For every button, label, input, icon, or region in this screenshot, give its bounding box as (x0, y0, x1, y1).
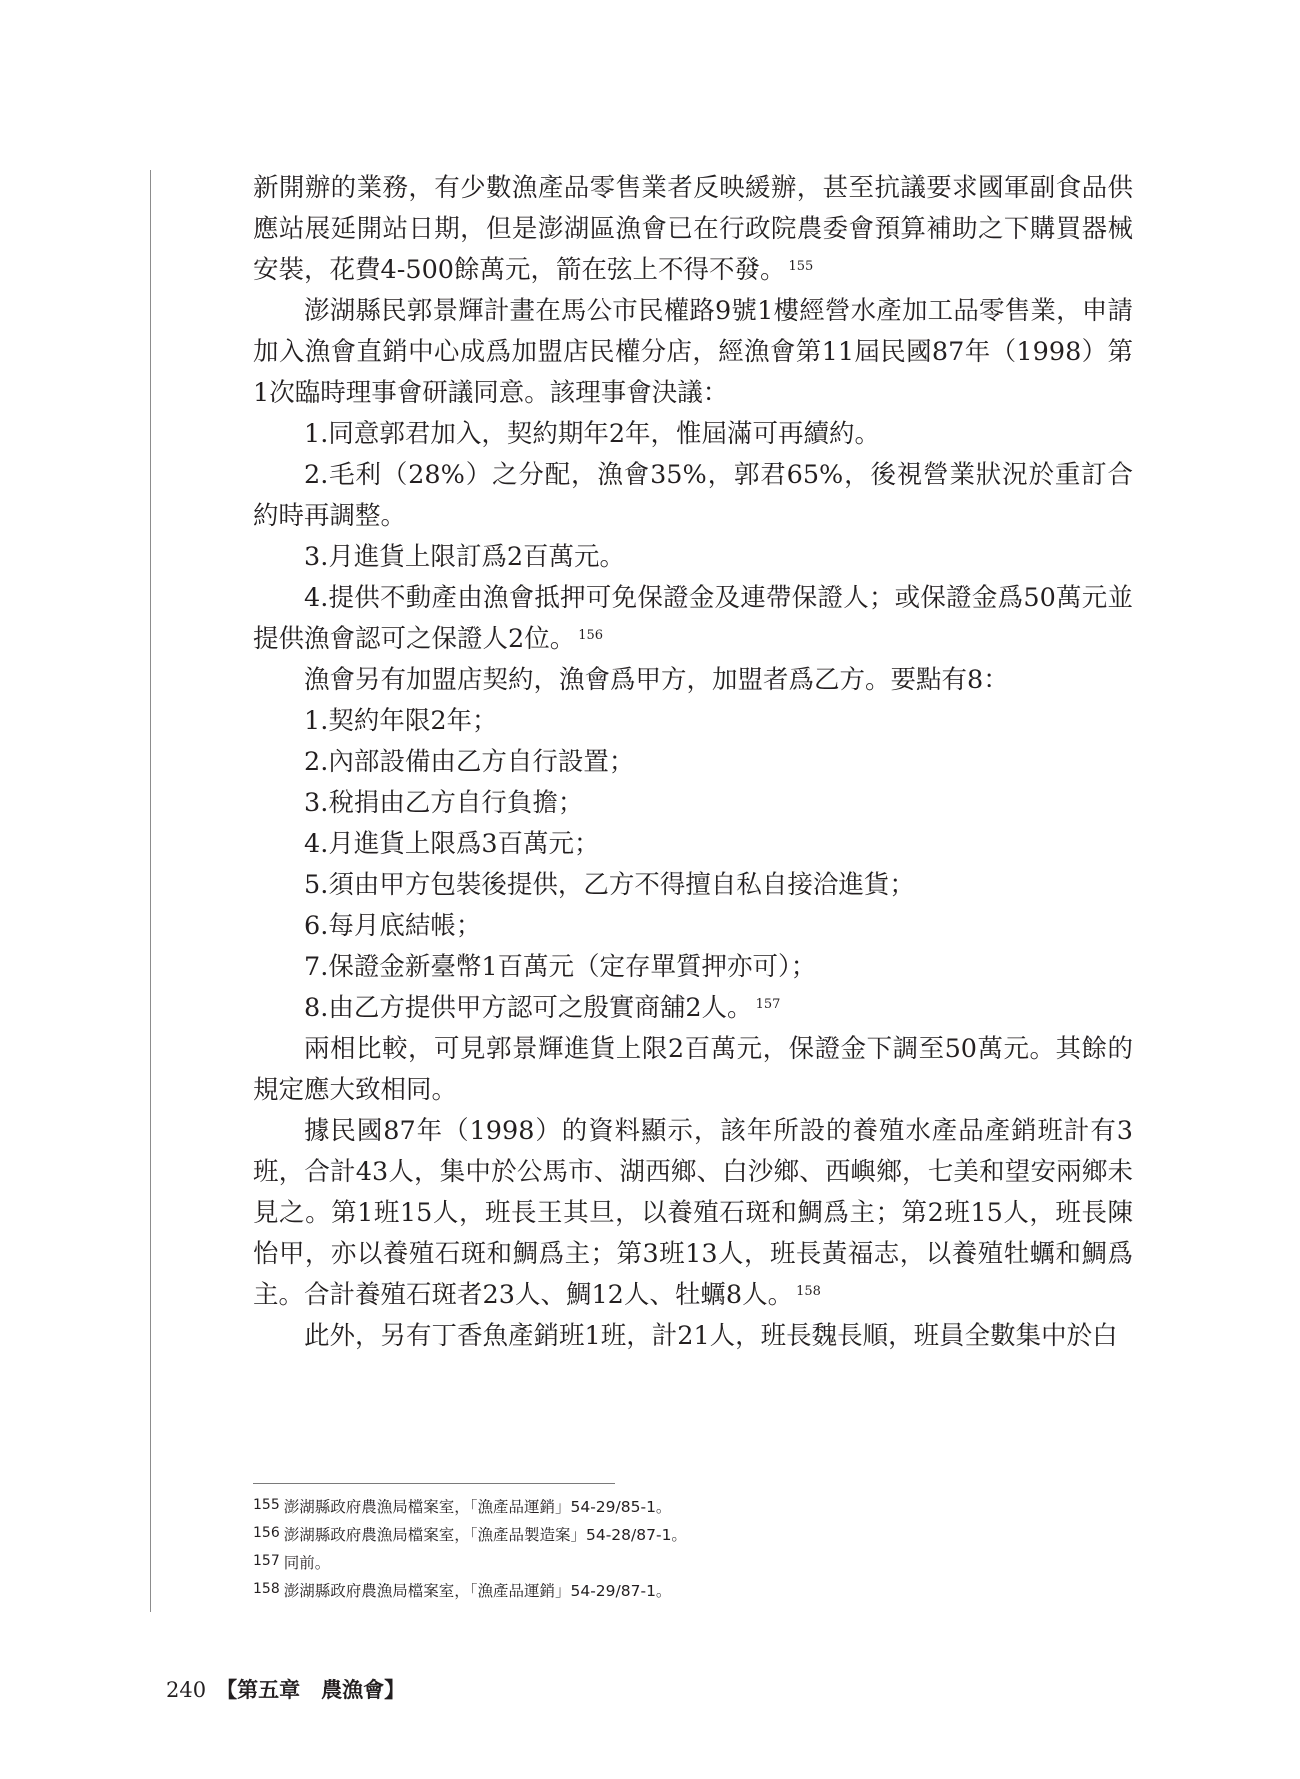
resolution-item-1: 1.同意郭君加入，契約期年2年，惟屆滿可再續約。 (304, 419, 881, 449)
contract-item-1: 1.契約年限2年； (304, 706, 498, 736)
chapter-title: 【第五章 農漁會】 (216, 1677, 406, 1702)
footnote-number: 157 (253, 1553, 280, 1569)
footnote-ref: 157 (755, 997, 781, 1012)
footnote-number: 158 (253, 1581, 280, 1597)
footnotes (253, 1493, 1133, 1605)
footnote-ref: 158 (796, 1284, 821, 1299)
footnote (253, 1549, 1133, 1577)
page-number: 240 (166, 1678, 207, 1702)
footnote (253, 1493, 1133, 1521)
page-footer (166, 1674, 405, 1704)
margin-rule (150, 170, 151, 1612)
contract-item-8: 8.由乙方提供甲方認可之殷實商舖2人。 $^{157}$ (304, 993, 781, 1023)
contract-item-4: 4.月進貨上限爲3百萬元； (304, 829, 600, 859)
footnote-ref: 156 (578, 628, 604, 643)
paragraph-continued: 新開辦的業務，有少數漁產品零售業者反映緩辦，甚至抗議要求國軍副食品供應站展延開站日期，但是澎湖區漁會已在行政院農委會預算補助之下購買器械安裝，花費4-500餘萬元，箭在弦上不得不發。 $^{155}$ (253, 173, 1133, 285)
resolution-item-4: 4.提供不動產由漁會抵押可免保證金及連帶保證人；或保證金爲50萬元並提供漁會認可之保證人2位。 $^{156}$ (253, 583, 1133, 654)
paragraph-contract: 漁會另有加盟店契約，漁會爲甲方，加盟者爲乙方。要點有8： (304, 665, 1009, 695)
footnote-text: 澎湖縣政府農漁局檔案室，「漁產品製造案」54-28/87-1。 (283, 1526, 687, 1544)
paragraph-aquaculture: 據民國87年（1998）的資料顯示，該年所設的養殖水產品產銷班計有3班，合計43人，集中於公馬市、湖西鄉、白沙鄉、西嶼鄉，七美和望安兩鄉未見之。第1班15人，班長王其旦，以養殖石斑和鯛爲主；第2班15人，班長陳怡甲，亦以養殖石斑和鯛爲主；第3班13人，班長黃福志，以養殖牡蠣和鯛爲主。合計養殖石斑者23人、鯛12人、牡蠣8人。 $^{158}$ (253, 1116, 1133, 1310)
paragraph-anchovy: 此外，另有丁香魚產銷班1班，計21人，班長魏長順，班員全數集中於白 (304, 1321, 1118, 1351)
footnote-number: 155 (253, 1497, 280, 1513)
resolution-item-2: 2.毛利（28%）之分配，漁會35%，郭君65%，後視營業狀況於重訂合約時再調整。 (253, 460, 1133, 531)
footnote-text: 澎湖縣政府農漁局檔案室，「漁產品運銷」54-29/87-1。 (283, 1582, 672, 1600)
footnote-text: 澎湖縣政府農漁局檔案室，「漁產品運銷」54-29/85-1。 (283, 1498, 672, 1516)
body-text (253, 168, 1133, 1357)
footnote-ref: 155 (788, 259, 814, 274)
footnote (253, 1521, 1133, 1549)
contract-item-6: 6.每月底結帳； (304, 911, 482, 941)
footnote-divider (253, 1483, 615, 1484)
footnote-text: 同前。 (283, 1554, 331, 1572)
resolution-item-3: 3.月進貨上限訂爲2百萬元。 (304, 542, 626, 572)
footnote (253, 1577, 1133, 1605)
footnote-number: 156 (253, 1525, 280, 1541)
contract-item-2: 2.內部設備由乙方自行設置； (304, 747, 635, 777)
paragraph-application: 澎湖縣民郭景輝計畫在馬公市民權路9號1樓經營水產加工品零售業，申請加入漁會直銷中心成爲加盟店民權分店，經漁會第11屆民國87年（1998）第1次臨時理事會研議同意。該理事會決議： (253, 296, 1133, 408)
paragraph-comparison: 兩相比較，可見郭景輝進貨上限2百萬元，保證金下調至50萬元。其餘的規定應大致相同。 (253, 1034, 1133, 1105)
contract-item-7: 7.保證金新臺幣1百萬元（定存單質押亦可）； (304, 952, 817, 982)
contract-item-3: 3.稅捐由乙方自行負擔； (304, 788, 584, 818)
contract-item-5: 5.須由甲方包裝後提供，乙方不得擅自私自接洽進貨； (304, 870, 915, 900)
